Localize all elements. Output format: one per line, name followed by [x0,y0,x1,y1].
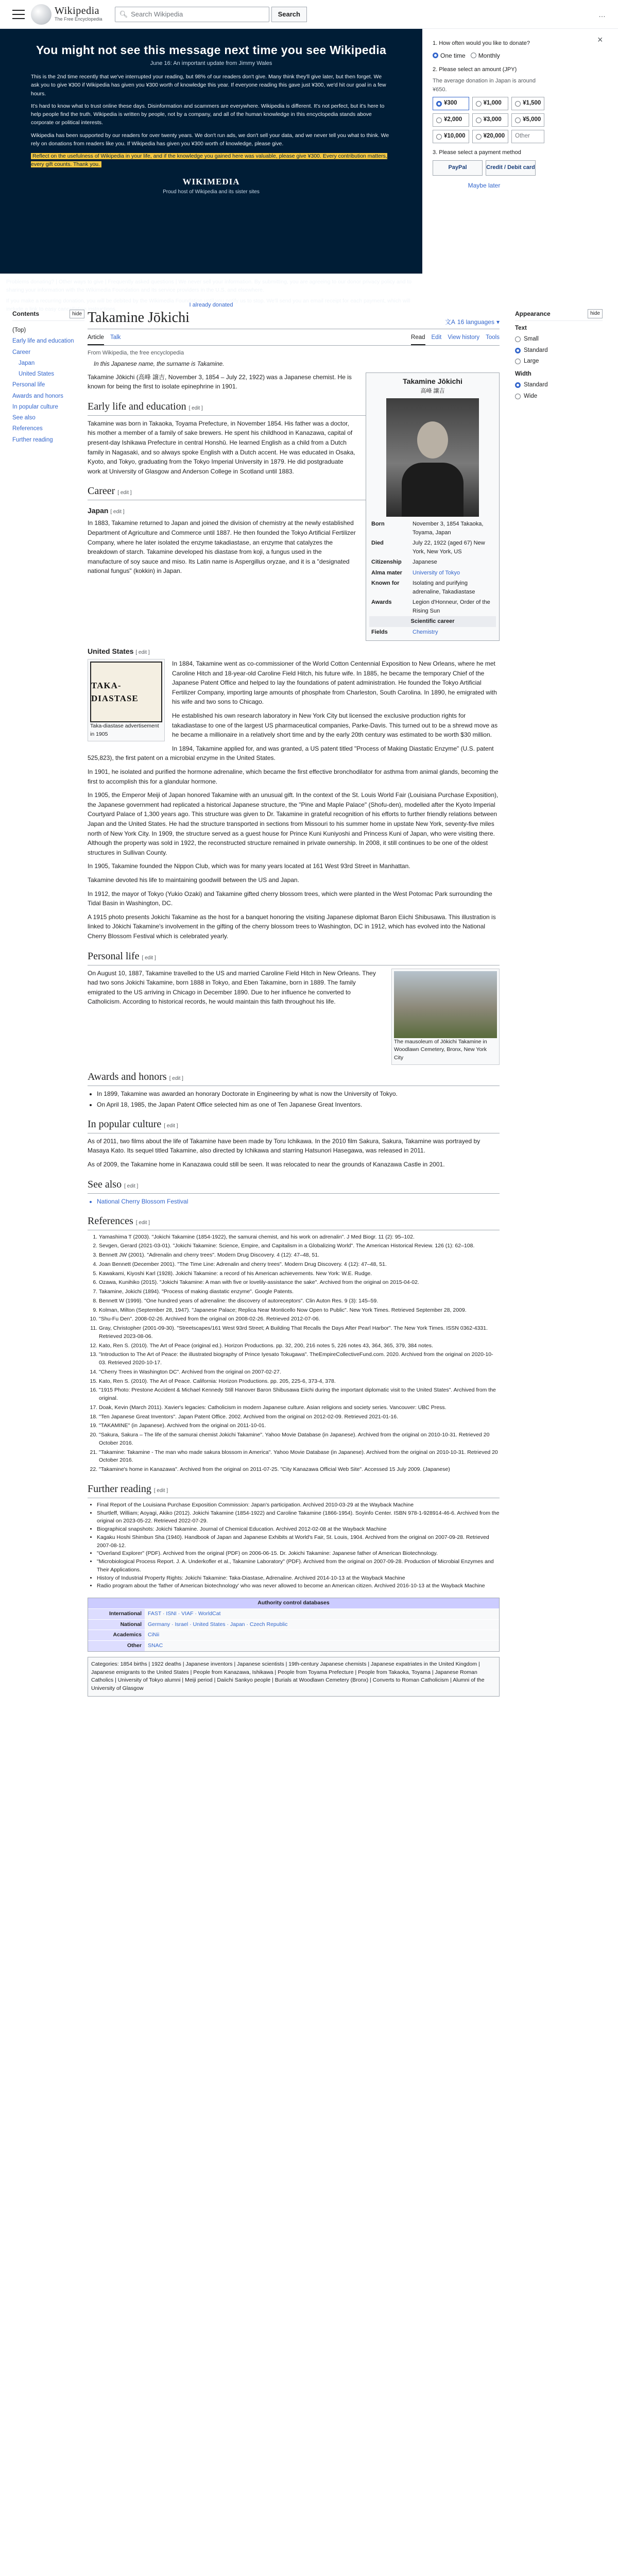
subsection-heading [88,646,500,657]
authority-key: National [88,1620,145,1630]
text-large-option[interactable] [515,356,603,367]
authority-value[interactable]: SNAC [145,1641,499,1651]
mausoleum-figure [391,969,500,1065]
reference-item: 10. "Shu-Fu Den". 2008-02-26. Archived from the original on 2008-02-26. Retrieved 2012-07-06. [99,1315,500,1324]
edit-link[interactable]: [ edit ] [164,1123,178,1129]
mausoleum-image[interactable] [394,971,497,1038]
edit-link[interactable]: [ edit ] [117,490,132,496]
infobox-value: November 3, 1854 Takaoka, Toyama, Japan [413,521,484,536]
radio-icon [515,359,521,364]
tagline-from: From Wikipedia, the free encyclopedia [88,349,184,356]
authority-control [88,1598,500,1652]
infobox-key: Died [371,540,384,547]
further-reading-item: • Radio program about the 'father of American biotechnology' who was never allowed to become an American citizen. Archived 2016-10-13 at the Wayback Machine [97,1582,500,1590]
authority-value[interactable]: FAST · ISNI · VIAF · WorldCat [145,1609,499,1619]
figure-caption: Taka-diastase advertisement in 1905 [90,723,159,737]
more-menu[interactable]: … [598,10,606,19]
toc-item[interactable]: Further reading [12,436,53,443]
option-label: Large [524,358,539,364]
reference-item: 15. Kato, Ren S. (2010). The Art of Peace. California: Horizon Productions. pp. 205, 225-6, 373-4, 378. [99,1378,500,1386]
payment-question: 3. Please select a payment method [433,149,521,156]
payment-methods [433,160,536,176]
taka-diastase-figure [88,659,165,741]
wikipedia-globe-icon [31,4,52,25]
banner-paragraph: It's hard to know what to trust online these days. Disinformation and scammers are everywhere. Wikipedia is different. It's not perfect, but it's here to help people find the truth. Wikipedia is written by people, not by a company, and all of the human knowledge in this encyclopedia stands above corporate or political interests. [31,103,385,126]
reference-item: 19. "TAKAMINE" (in Japanese). Archived from the original on 2011-10-01. [99,1422,500,1430]
authority-row [88,1619,499,1630]
toc-header [12,309,84,321]
amount-label: ¥1,500 [523,100,541,107]
amount-label: ¥3,000 [483,116,502,123]
other-amount-input[interactable]: Other [511,130,544,143]
taka-diastase-image[interactable] [90,662,162,722]
reference-item: 3. Bennett JW (2001). "Adrenalin and cherry trees". Modern Drug Discovery. 4 (12): 47–48, 51. [99,1251,500,1260]
toc-item[interactable]: References [12,426,43,432]
reference-item: 20. "Sakura, Sakura – The life of the samurai chemist Jokichi Takamine". Yahoo Movie Database (in Japanese). Archived from the original on 2010-10-31. Retrieved 20 October 2016. [99,1431,500,1448]
wordmark: Wikipedia [55,5,99,16]
search-form [115,7,307,22]
width-standard-option[interactable] [515,380,603,391]
authority-key: International [88,1609,145,1619]
categories-box: Categories: 1854 births | 1922 deaths | Japanese inventors | Japanese scientists | 19th-century Japanese chemists | Japanese expatriates in the United Kingdom | Japanese emigrants to the United States | People from Kanazawa, Ishikawa | People from Toyama Prefecture | People from Takaoka, Toyama | Japanese Roman Catholics | University of Tokyo alumni | Meiji period | Daiichi Sankyo people | Burials at Woodlawn Cemetery (Bronx) | Converts to Roman Catholicism | Alumni of the University of Glasgow [88,1657,500,1697]
amount-hint: The average donation in Japan is around ¥650. [433,78,536,93]
amount-label: ¥2,000 [444,116,462,123]
reference-item: 22. "Takamine's home in Kanazawa". Archived from the original on 2011-07-25. "City Kanazawa Official Web Site". Accessed 15 July 2009. (Japanese) [99,1466,500,1474]
paragraph: He established his own research laboratory in New York City but licensed the exclusive production rights for takadiastase to one of the largest US pharmaceutical companies, Parke-Davis. This turned out to be a shrewd move as he became a millionaire in a relatively short time and by the early 20th century was estimated to be worth $30 million. [172,712,498,739]
heading-text: Personal life [88,950,140,962]
appearance-hide-button[interactable]: hide [588,309,603,318]
amount-label: ¥10,000 [444,133,466,140]
authority-value[interactable]: Germany · Israel · United States · Japan · Czech Republic [145,1620,499,1630]
further-reading-item: • "Microbiological Process Report. J. A. Underkofler et al., Takamine Laboratory" (PDF). Archived from the original on 2007-09-28. Production of Microbial Enzymes and Their Applications. [97,1558,500,1574]
radio-icon [476,117,482,123]
section-heading [88,1481,500,1498]
paragraph: As of 2011, two films about the life of Takamine have been made by Toru Ichikawa. In the 2010 film Sakura, Sakura, Takamine was portrayed by Masaya Kato. Its sequel titled Takamine, also directed by Ichikawa and starring Hatsunori Hasegawa, was released in 2011. [88,1137,480,1155]
reference-item: 7. Takamine, Jokichi (1894). "Process of making diastatic enzyme". Google Patents. [99,1288,500,1296]
toc-item[interactable]: Personal life [12,382,45,388]
toc-item[interactable]: Awards and honors [12,393,63,399]
banner-title: You might not see this message next time you see Wikipedia [36,43,387,57]
reference-item: 8. Bennett W (1999). "One hundred years of adrenaline: the discovery of autoreceptors". Clin Auton Res. 9 (3): 145–59. [99,1297,500,1306]
option-label: Standard [524,382,548,388]
authority-row [88,1640,499,1651]
section-heading [88,1069,500,1086]
section-heading [88,1213,500,1230]
toc-hide-button[interactable]: hide [70,310,84,318]
banner-footer-text: Problems donating? | Other ways to give | Frequently asked questions | We never sell your information. By submitting, you are agreeing to our donor privacy policy and to sharing your information with the Wikimedia Foundation and its service providers in the U.S. and elsewhere. [6,279,412,294]
wikimedia-wordmark: WIKIMEDIA [182,176,240,187]
banner-footer-text: If you make a recurring donation, you will be debited by the Wikimedia Foundation until you notify us to stop. We'll send you an email receipt for each payment, which will include a link to easy cancellation instructions. [6,297,410,312]
search-button[interactable]: Search [271,7,307,22]
title-row [88,309,500,329]
reference-item: 17. Doak, Kevin (March 2011). Xavier's legacies: Catholicism in modern Japanese culture. Asian religions and society series. Vancouver: UBC Press. [99,1404,500,1412]
radio-icon [436,134,442,140]
toc-item[interactable]: Japan [19,360,35,366]
further-reading-item: • Final Report of the Louisiana Purchase Exposition Commission: Japan's participation. Archived 2010-03-29 at the Wayback Machine [97,1501,500,1510]
one-time-option[interactable] [433,51,466,60]
section-heading [88,948,500,965]
option-label: Wide [524,393,538,399]
amount-option[interactable] [472,130,509,143]
references-list [88,1233,500,1474]
infobox-row [369,578,496,597]
infobox-key: Citizenship [371,559,402,566]
text-standard-option[interactable] [515,345,603,356]
infobox-row [369,568,496,579]
wikimedia-tagline: Proud host of Wikipedia and its sister sites [163,189,260,195]
paragraph: In 1905, Takamine founded the Nippon Club, which was for many years located at 161 West 93rd Street in Manhattan. [88,862,410,870]
language-icon: 文A [444,318,455,326]
toc-item[interactable]: See also [12,415,36,421]
amount-option[interactable] [511,113,544,127]
toc-item[interactable]: United States [19,371,55,377]
portrait-image[interactable] [386,398,479,517]
donation-form [433,36,541,190]
text-size-heading: Text [515,325,527,331]
hatnote: In this Japanese name, the surname is Takamine. [94,361,225,368]
page-tabs [88,331,500,346]
tab-article[interactable]: Article [88,331,104,345]
further-reading-list [88,1501,500,1590]
monthly-label: Monthly [478,52,500,59]
further-reading-item: • "Overland Explorer" (PDF). Archived from the original (PDF) on 2006-06-15. Dr. Jokichi Takamine: Japanese father of American Biotechnology. [97,1550,500,1558]
tab-view-history[interactable]: View history [448,334,480,341]
radio-icon [515,348,521,353]
heading-text: Career [88,485,115,497]
search-icon: 🔍︎ [119,10,128,18]
main-menu-icon[interactable] [12,8,25,21]
search-placeholder: Search Wikipedia [131,10,183,18]
wikipedia-logo[interactable] [31,4,102,25]
infobox-value[interactable]: University of Tokyo [413,569,460,576]
radio-icon [515,394,521,399]
reference-item: 11. Gray, Christopher (2001-09-30). "Streetscapes/161 West 93rd Street; A Building That Recalls the Days After Pearl Harbor". The New York Times. ISSN 0362-4331. Retrieved 2023-08-06. [99,1325,500,1341]
reference-item: 14. "Cherry Trees in Washington DC". Archived from the original on 2007-02-27. [99,1368,500,1377]
radio-icon [476,101,482,107]
paragraph: Takamine devoted his life to maintaining goodwill between the US and Japan. [88,876,299,884]
tab-tools[interactable]: Tools [486,334,500,341]
already-donated-link[interactable] [0,301,422,310]
heading-text: Japan [88,506,109,515]
edit-link[interactable]: [ edit ] [124,1183,139,1189]
amount-label: ¥5,000 [523,116,541,123]
radio-icon [471,53,476,58]
banner-paragraph: This is the 2nd time recently that we've interrupted your reading, but 98% of our readers don't give. Many think they'll give later, but then forget. We ask you to give ¥300 if Wikipedia has given you ¥300 worth of knowledge this year. If everyone reading this gave just ¥300, we'd hit our goal in a few hours. [31,74,386,97]
edit-link[interactable]: [ edit ] [169,1075,183,1081]
amount-option[interactable] [472,113,509,127]
heading-text: Awards and honors [88,1071,167,1082]
option-label: Small [524,336,539,343]
paragraph: In 1905, the Emperor Meiji of Japan honored Takamine with an unusual gift. In the context of the St. Louis World Fair (Louisiana Purchase Exposition), the Japanese government had replicated a historical Japanese structure, the "Pine and Maple Palace" (Shofu-den), modelled after the Kyoto Imperial Courtyard Palace of 1,300 years ago. This structure was given to Dr. Takamine in grateful recognition of his efforts to further friendly relations between Japan and the United States. He had the structure transported in sections from Missouri to his summer home in upstate New York, seventy-five miles north of New York City. In 1909, the structure served as a guest house for Prince Kuni Kuniyoshi and Princess Kuni of Japan, who were visiting there. Although the property was sold in 1922, the reconstructed structure remained in private ownership. In 2008, it still continues to be one of the oldest structures in Sullivan County. [88,791,499,856]
further-reading-item: • Biographical snapshots: Jokichi Takamine. Journal of Chemical Education. Archived 2012-02-08 at the Wayback Machine [97,1526,500,1534]
authority-key: Academics [88,1630,145,1640]
list-item: • In 1899, Takamine was awarded an honorary Doctorate in Engineering by what is now the University of Tokyo. [97,1089,500,1098]
list-item: • On April 18, 1985, the Japan Patent Office selected him as one of Ten Japanese Great Inventors. [97,1100,500,1109]
infobox-row [369,538,496,557]
option-label: Standard [524,347,548,353]
reference-item: 9. Kolman, Milton (September 28, 1947). "Japanese Palace; Replica Near Monticello Now Open to Public". New York Times. Retrieved September 28, 2009. [99,1307,500,1315]
paragraph: Takamine was born in Takaoka, Toyama Prefecture, in November 1854. His father was a doctor, his mother a member of a family of sake brewers. He spent his childhood in Kanazawa, capital of present-day Ishikawa Prefecture in central Honshū. He learned English as a child from a Dutch family in Nagasaki, and so always spoke English with a Dutch accent. He was educated in Osaka, Kyoto, and Tokyo, graduating from the Tokyo Imperial University in 1879. He did postgraduate work at University of Glasgow and Anderson College in Scotland until 1883. [88,419,355,475]
table-of-contents [12,309,84,446]
paragraph: In 1912, the mayor of Tokyo (Yukio Ozaki) and Takamine gifted cherry blossom trees, which were planted in the West Potomac Park surrounding the Tidal Basin in Washington, DC. [88,890,492,907]
wikimedia-logo [31,175,391,196]
amount-label: ¥300 [444,100,457,107]
heading-text: In popular culture [88,1118,162,1130]
site-header [0,0,618,29]
width-heading: Width [515,371,531,377]
infobox-row [369,557,496,568]
lead-paragraph: Takamine Jōkichi (高峰 譲吉, November 3, 1854 – July 22, 1922) was a Japanese chemist. He is known for being the first to isolate epinephrine in 1901. [88,373,352,391]
banner-paragraph: Wikipedia has been supported by our readers for over twenty years. We don't run ads, we don't sell your data, and we never tell you what to think. We rely on donations from readers like you. If Wikipedia has given you ¥300 worth of knowledge, please give. [31,132,389,147]
radio-icon [476,134,482,140]
infobox [366,372,500,641]
further-reading-item: • History of Industrial Property Rights: Jokichi Takamine: Taka-Diastase, Adrenaline. Archived 2014-10-13 at the Wayback Machine [97,1574,500,1583]
radio-icon [515,382,521,388]
authority-value[interactable]: CiNii [145,1630,499,1640]
radio-icon [436,117,442,123]
banner-subtitle: June 16: An important update from Jimmy Wales [150,60,272,66]
authority-title: Authority control databases [88,1598,499,1608]
reference-item: 2. Sevgen, Gerard (2021-03-01). "Jokichi Takamine: Science, Empire, and Capitalism in a Globalizing World". The American Historical Review. 126 (1): 62–108. [99,1242,500,1250]
paragraph: In 1883, Takamine returned to Japan and joined the division of chemistry at the newly established Department of Agriculture and Commerce until 1887. He then founded the Tokyo Artificial Fertilizer Company, where he later isolated the enzyme takadiastase, an enzyme that catalyzes the breakdown of starch. Takamine developed his diastase from koji, a fungus used in the manufacture of soy sauce and miso. Its Latin name is Aspergillus oryzae, and it is a "designated national fungus" (kokkin) in Japan. [88,519,356,575]
infobox-value: Legion d'Honneur, Order of the Rising Sun [413,599,490,614]
infobox-name-jp: 高峰 譲吉 [420,387,445,394]
infobox-value: Japanese [413,559,437,566]
infobox-row [369,597,496,616]
reference-item: 16. "1915 Photo: Prestone Accident & Michael Kennedy Still Hanover Baron Shibusawa Eiichi during the important diplomatic visit to the United States". Archived from the original. [99,1386,500,1403]
card-button[interactable]: Credit / Debit card [486,160,536,176]
heading-text: Further reading [88,1483,151,1495]
frequency-question: 1. How often would you like to donate? [433,40,530,46]
language-button[interactable] [445,317,500,327]
infobox-key: Awards [371,599,392,606]
text-small-option[interactable] [515,334,603,345]
edit-link[interactable]: [ edit ] [153,1487,168,1494]
heading-text: See also [88,1178,122,1190]
edit-link[interactable]: [ edit ] [135,650,150,656]
paragraph: In 1901, he isolated and purified the hormone adrenaline, which became the first effective bronchodilator for asthma from animal glands, becoming the first to accomplish this for a glandular hormone. [88,768,499,785]
appearance-panel [515,309,603,402]
amount-options [433,97,541,143]
infobox-key: Born [371,521,385,528]
toc-item[interactable]: (Top) [12,327,26,333]
language-label: 16 languages [457,318,494,326]
reference-item: 6. Ozawa, Kunihiko (2015). "Jokichi Takamine: A man with five or lovelily-assistance the sake". Archived from the original on 2015-04-02. [99,1279,500,1287]
tagline: The Free Encyclopedia [55,16,102,22]
tab-edit[interactable]: Edit [431,334,442,341]
edit-link[interactable]: [ edit ] [135,1219,150,1226]
edit-link[interactable]: [ edit ] [142,955,156,961]
further-reading-item: • Kagaku Hoshi Shimbun Sha (1940). Handbook of Japan and Japanese Exhibits at World's Fair, St. Louis, 1904. Archived from the original on 2007-09-28. Retrieved 2007-08-12. [97,1534,500,1550]
heading-text: Early life and education [88,400,186,412]
user-links [598,9,606,20]
infobox-key: Fields [371,629,388,635]
see-also-link[interactable]: • National Cherry Blossom Festival [97,1197,500,1206]
highlight-text: Reflect on the usefulness of Wikipedia in your life, and if the knowledge you gained here was valuable, please give ¥300. Every contribution matters, every gift counts. Thank you. [31,153,387,168]
reference-item: 21. "Takamine: Takamine - The man who made sakura blossom in America". Yahoo Movie Database (in Japanese). Archived from the original on 2010-10-31. Retrieved 20 October 2016. [99,1449,500,1465]
radio-icon [515,117,521,123]
infobox-value: Isolating and purifying adrenaline, Takadiastase [413,580,475,595]
toc-title: Contents [12,310,39,317]
radio-icon [436,101,442,107]
infobox-table [369,519,496,637]
paragraph: As of 2009, the Takamine home in Kanazawa could still be seen. It was relocated to near the grounds of Kanazawa Castle in 2001. [88,1160,445,1168]
monthly-option[interactable] [471,51,500,60]
reference-item: 18. "Ten Japanese Great Inventors". Japan Patent Office. 2002. Archived from the original on 2012-02-09. Retrieved 2021-01-16. [99,1413,500,1421]
radio-icon [433,53,438,58]
toc-item[interactable]: Early life and education [12,338,74,345]
chevron-down-icon: ▾ [496,318,500,326]
reference-item: 13. "Introduction to The Art of Peace: the illustrated biography of Prince Iyesato Tokugawa". TheEmpireCollectiveFund.com. 2020. Archived from the original on 2020-10-03. Retrieved 2020-10-17. [99,1351,500,1367]
tab-talk[interactable]: Talk [110,334,121,341]
width-wide-option[interactable] [515,391,603,402]
amount-label: ¥1,000 [483,100,502,107]
amount-option[interactable] [433,130,469,143]
banner-highlight [31,152,391,169]
reference-item: 12. Kato, Ren S. (2010). The Art of Peace (original ed.). Horizon Productions. pp. 32, 200, 216 notes 5, 226 notes 43, 364, 365, 379, 384 notes. [99,1342,500,1350]
appearance-title: Appearance [515,310,551,317]
see-also-list [88,1197,500,1206]
toc-list [12,325,84,446]
authority-row [88,1630,499,1640]
paragraph: In 1884, Takamine went as co-commissioner of the World Cotton Centennial Exposition to New Orleans, where he met Caroline Hitch and 18-year-old Caroline Field Hitch, his future wife. In 1885, he became the temporary Chief of the Japanese Patent Office and helped to lay the foundations of patent administration. He founded the Tokyo Artificial Fertilizer Company, importing large amounts of phosphate from Charleston, South Carolina. In 1890, he emigrated with his wife and two sons to Chicago. [172,660,497,706]
already-donated-label: I already donated [189,302,233,308]
amount-option[interactable] [433,97,469,110]
amount-label: ¥20,000 [483,133,505,140]
section-heading [88,1177,500,1194]
edit-link[interactable]: [ edit ] [188,405,203,411]
infobox-section-heading: Scientific career [369,616,496,627]
one-time-label: One time [440,52,466,59]
maybe-later-link[interactable]: Maybe later [468,181,501,189]
authority-key: Other [88,1641,145,1651]
radio-icon [515,101,521,107]
reference-item: 1. Yamashima T (2003). "Jokichi Takamine (1854-1922), the samurai chemist, and his work on adrenalin". J Med Biogr. 11 (2): 95–102. [99,1233,500,1242]
section-heading [88,1116,500,1133]
toc-item[interactable]: In popular culture [12,403,58,410]
figure-caption: The mausoleum of Jōkichi Takamine in Woodlawn Cemetery, Bronx, New York City [394,1038,487,1061]
infobox-row [369,627,496,638]
infobox-name: Takamine Jōkichi [403,377,462,385]
heading-text: United States [88,647,134,656]
infobox-row [369,519,496,538]
amount-option[interactable] [433,113,469,127]
paragraph: On August 10, 1887, Takamine travelled to the US and married Caroline Field Hitch in New Orleans. They had two sons Jokichi Takamine, born 1888 in Tokyo, and Eben Takamine, born in 1889. The family emigrated to the US arriving in Chicago in December 1890. Due to her influence he converted to Catholicism. According to historical records, he would maintain this faith throughout his life. [88,969,376,1006]
paragraph: In 1894, Takamine applied for, and was granted, a US patent titled "Process of Making Diastatic Enzyme" (U.S. patent 525,823), the first patent on a microbial enzyme in the United States. [88,744,494,762]
reference-item: 5. Kawakami, Kiyoshi Karl (1928). Jokichi Takamine: a record of his American achievements. New York: W.E. Rudge. [99,1270,500,1278]
ad-text: TAKA-DIASTASE [91,680,139,704]
infobox-key: Known for [371,580,400,587]
radio-icon [515,336,521,342]
infobox-value[interactable]: Chemistry [413,629,438,635]
paragraph: A 1915 photo presents Jokichi Takamine as the host for a banquet honoring the visiting Japanese diplomat Baron Eiichi Shibusawa. This illustration is linked to Jōkichi Takamine's involvement in the gifting of the cherry blossom trees to Washington, DC in 1912, which has evolved into the National Cherry Blossom Festival which is celebrated yearly. [88,913,496,940]
infobox-value: July 22, 1922 (aged 67) New York, New York, US [413,540,485,555]
close-banner-icon[interactable]: × [597,35,603,45]
frequency-options [433,51,536,60]
amount-question: 2. Please select an amount (JPY) [433,66,517,73]
heading-text: References [88,1215,133,1227]
authority-row [88,1608,499,1619]
search-input[interactable] [115,7,269,22]
article-content [88,309,500,1697]
awards-list [88,1089,500,1109]
further-reading-item: • Shurtleff, William; Aoyagi, Akiko (2012). Jokichi Takamine (1854-1922) and Caroline Takamine (1866-1954). Soyinfo Center. ISBN 978-1-928914-46-6. Archived from the original on 2023-05-22. Retrieved 2022-07-29. [97,1510,500,1526]
page-title: Takamine Jōkichi [88,310,190,326]
tab-read[interactable]: Read [411,331,425,345]
appearance-header [515,309,603,321]
toc-item[interactable]: Career [12,349,31,355]
infobox-key: Alma mater [371,569,402,576]
paypal-button[interactable]: PayPal [433,160,483,176]
edit-link[interactable]: [ edit ] [110,509,125,515]
reference-item: 4. Joan Bennett (December 2001). "The Time Line: Adrenalin and cherry trees". Modern Drug Discovery. 4 (12): 47–48, 51. [99,1261,500,1269]
amount-option[interactable] [511,97,544,110]
amount-option[interactable] [472,97,509,110]
